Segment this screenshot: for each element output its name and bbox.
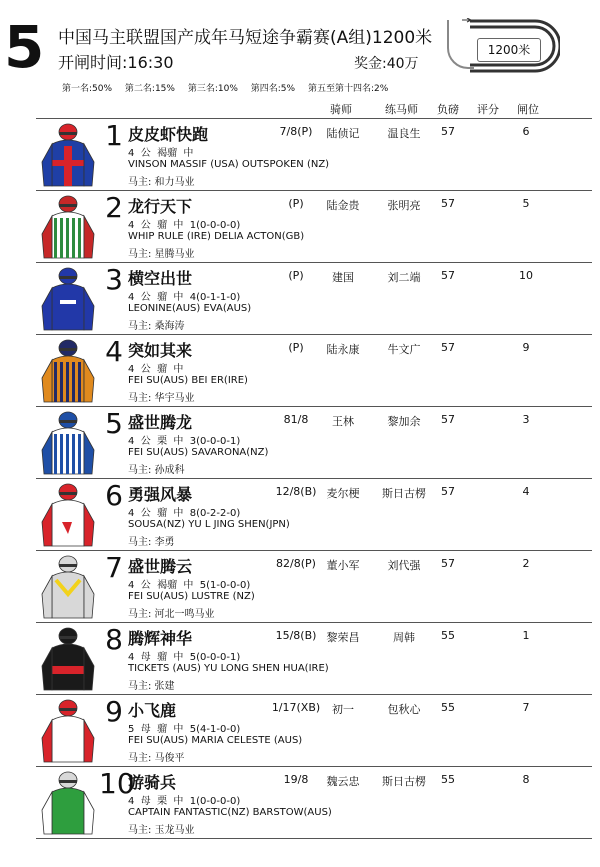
horse-name: 皮皮虾快跑 [128, 125, 209, 144]
trainer-name: 温良生 [387, 127, 421, 140]
trainer-name: 张明亮 [387, 199, 421, 212]
horse-info: 4 母 骝 中 5(0-0-0-1) [128, 652, 241, 663]
horse-info: 4 公 栗 中 3(0-0-0-1) [128, 436, 241, 447]
horse-name: 盛世腾龙 [128, 413, 193, 432]
runner-row [36, 622, 592, 694]
jockey-name: 王林 [332, 415, 354, 428]
pedigree: CAPTAIN FANTASTIC(NZ) BARSTOW(AUS) [128, 807, 332, 818]
horse-info: 4 公 褐骝 中 5(1-0-0-0) [128, 580, 251, 591]
pedigree: WHIP RULE (IRE) DELIA ACTON(GB) [128, 231, 305, 242]
gate: 7 [522, 701, 530, 714]
horse-name: 勇强风暴 [128, 485, 193, 504]
horse-info: 4 公 骝 中 4(0-1-1-0) [128, 292, 241, 303]
weight: 57 [441, 125, 455, 138]
pedigree: FEI SU(AUS) LUSTRE (NZ) [128, 591, 255, 602]
pedigree: VINSON MASSIF (USA) OUTSPOKEN (NZ) [128, 159, 330, 170]
trainer-name: 周韩 [393, 631, 415, 644]
odds: 19/8 [283, 773, 309, 786]
runner-row [36, 262, 592, 334]
header-rating: 评分 [477, 103, 499, 116]
horse-info: 4 公 骝 中 [128, 364, 184, 375]
owner: 马主: 河北一鸣马业 [128, 609, 215, 620]
weight: 55 [441, 701, 455, 714]
horse-name: 盛世腾云 [128, 557, 193, 576]
runner-row [36, 694, 592, 766]
pedigree: SOUSA(NZ) YU L JING SHEN(JPN) [128, 519, 290, 530]
horse-name: 横空出世 [128, 269, 193, 288]
jockey-name: 麦尔梗 [326, 487, 360, 500]
jockey-name: 建国 [332, 271, 354, 284]
race-number: 5 [4, 13, 45, 81]
horse-name: 腾辉神华 [128, 629, 193, 648]
horse-name: 游骑兵 [128, 773, 177, 792]
owner: 马主: 桑海涛 [128, 321, 185, 332]
payout-5th-14th: 第五至第十四名:2% [307, 84, 389, 94]
payout-2nd: 第二名:15% [124, 84, 175, 94]
gate: 4 [522, 485, 530, 498]
weight: 57 [441, 269, 455, 282]
owner: 马主: 张建 [128, 681, 175, 692]
gate: 3 [522, 413, 530, 426]
runner-row [36, 334, 592, 406]
odds: 1/17(XB) [271, 701, 321, 714]
runner-number: 10 [99, 767, 135, 800]
weight: 55 [441, 773, 455, 786]
pedigree: FEI SU(AUS) SAVARONA(NZ) [128, 447, 269, 458]
horse-info: 5 母 骝 中 5(4-1-0-0) [128, 724, 241, 735]
header-trainer: 练马师 [385, 103, 418, 116]
horse-info: 4 公 骝 中 1(0-0-0-0) [128, 220, 241, 231]
jockey-name: 黎荣昌 [326, 631, 360, 644]
weight: 57 [441, 557, 455, 570]
owner: 马主: 和力马业 [128, 177, 195, 188]
runner-number: 8 [105, 623, 123, 656]
odds: 15/8(B) [275, 629, 317, 642]
gate: 6 [522, 125, 530, 138]
runner-row [36, 550, 592, 622]
header-jockey: 骑师 [330, 103, 352, 116]
pedigree: TICKETS (AUS) YU LONG SHEN HUA(IRE) [128, 663, 329, 674]
gate: 9 [522, 341, 530, 354]
trainer-name: 包秋心 [387, 703, 421, 716]
weight: 57 [441, 197, 455, 210]
horse-name: 小飞鹿 [128, 701, 177, 720]
runner-number: 1 [105, 119, 123, 152]
gate: 10 [519, 269, 533, 282]
jockey-name: 陆金贵 [326, 199, 360, 212]
runner-number: 7 [105, 551, 123, 584]
trainer-name: 刘代强 [387, 559, 421, 572]
odds: 12/8(B) [275, 485, 317, 498]
runner-number: 5 [105, 407, 123, 440]
odds: (P) [288, 197, 304, 210]
pedigree: FEI SU(AUS) MARIA CELESTE (AUS) [128, 735, 303, 746]
gate: 8 [522, 773, 530, 786]
jockey-name: 陆侦记 [326, 127, 360, 140]
runner-row [36, 406, 592, 478]
horse-name: 突如其来 [128, 341, 193, 360]
horse-info: 4 公 褐骝 中 [128, 148, 194, 159]
weight: 57 [441, 341, 455, 354]
owner: 马主: 马俊平 [128, 753, 185, 764]
gate: 1 [522, 629, 530, 642]
runner-number: 9 [105, 695, 123, 728]
owner: 马主: 玉龙马业 [128, 825, 195, 836]
payout-3rd: 第三名:10% [187, 84, 238, 94]
runner-number: 4 [105, 335, 123, 368]
jockey-name: 魏云忠 [326, 775, 360, 788]
runner-number: 6 [105, 479, 123, 512]
trainer-name: 斯日古楞 [382, 775, 426, 788]
distance-label: 1200米 [477, 38, 541, 62]
prize-money: 奖金:40万 [354, 56, 419, 72]
owner: 马主: 华宇马业 [128, 393, 195, 404]
runner-row [36, 118, 592, 190]
odds: (P) [288, 341, 304, 354]
odds: 7/8(P) [279, 125, 313, 138]
pedigree: LEONINE(AUS) EVA(AUS) [128, 303, 252, 314]
owner: 马主: 李勇 [128, 537, 175, 548]
payout-4th: 第四名:5% [250, 84, 296, 94]
header-weight: 负磅 [437, 103, 459, 116]
weight: 55 [441, 629, 455, 642]
header-gate: 闸位 [517, 103, 539, 116]
horse-info: 4 公 骝 中 8(0-2-2-0) [128, 508, 241, 519]
trainer-name: 牛文广 [387, 343, 421, 356]
owner: 马主: 星腾马业 [128, 249, 195, 260]
runner-row [36, 478, 592, 550]
pedigree: FEI SU(AUS) BEI ER(IRE) [128, 375, 248, 386]
odds: 81/8 [283, 413, 309, 426]
trainer-name: 斯日古楞 [382, 487, 426, 500]
jockey-name: 董小军 [326, 559, 360, 572]
weight: 57 [441, 413, 455, 426]
weight: 57 [441, 485, 455, 498]
runner-row [36, 190, 592, 262]
jockey-name: 初一 [332, 703, 354, 716]
horse-name: 龙行天下 [128, 197, 193, 216]
runner-row [36, 766, 592, 839]
runner-number: 3 [105, 263, 123, 296]
payout-breakdown [62, 81, 398, 94]
trainer-name: 刘二端 [387, 271, 421, 284]
start-time: 开闸时间:16:30 [58, 53, 174, 72]
horse-info: 4 母 栗 中 1(0-0-0-0) [128, 796, 241, 807]
jockey-name: 陆永康 [326, 343, 360, 356]
odds: (P) [288, 269, 304, 282]
gate: 2 [522, 557, 530, 570]
trainer-name: 黎加余 [387, 415, 421, 428]
runner-number: 2 [105, 191, 123, 224]
payout-1st: 第一名:50% [62, 84, 113, 94]
owner: 马主: 孙成科 [128, 465, 185, 476]
odds: 82/8(P) [276, 557, 316, 570]
race-title: 中国马主联盟国产成年马短途争霸赛(A组)1200米 [58, 28, 433, 48]
gate: 5 [522, 197, 530, 210]
